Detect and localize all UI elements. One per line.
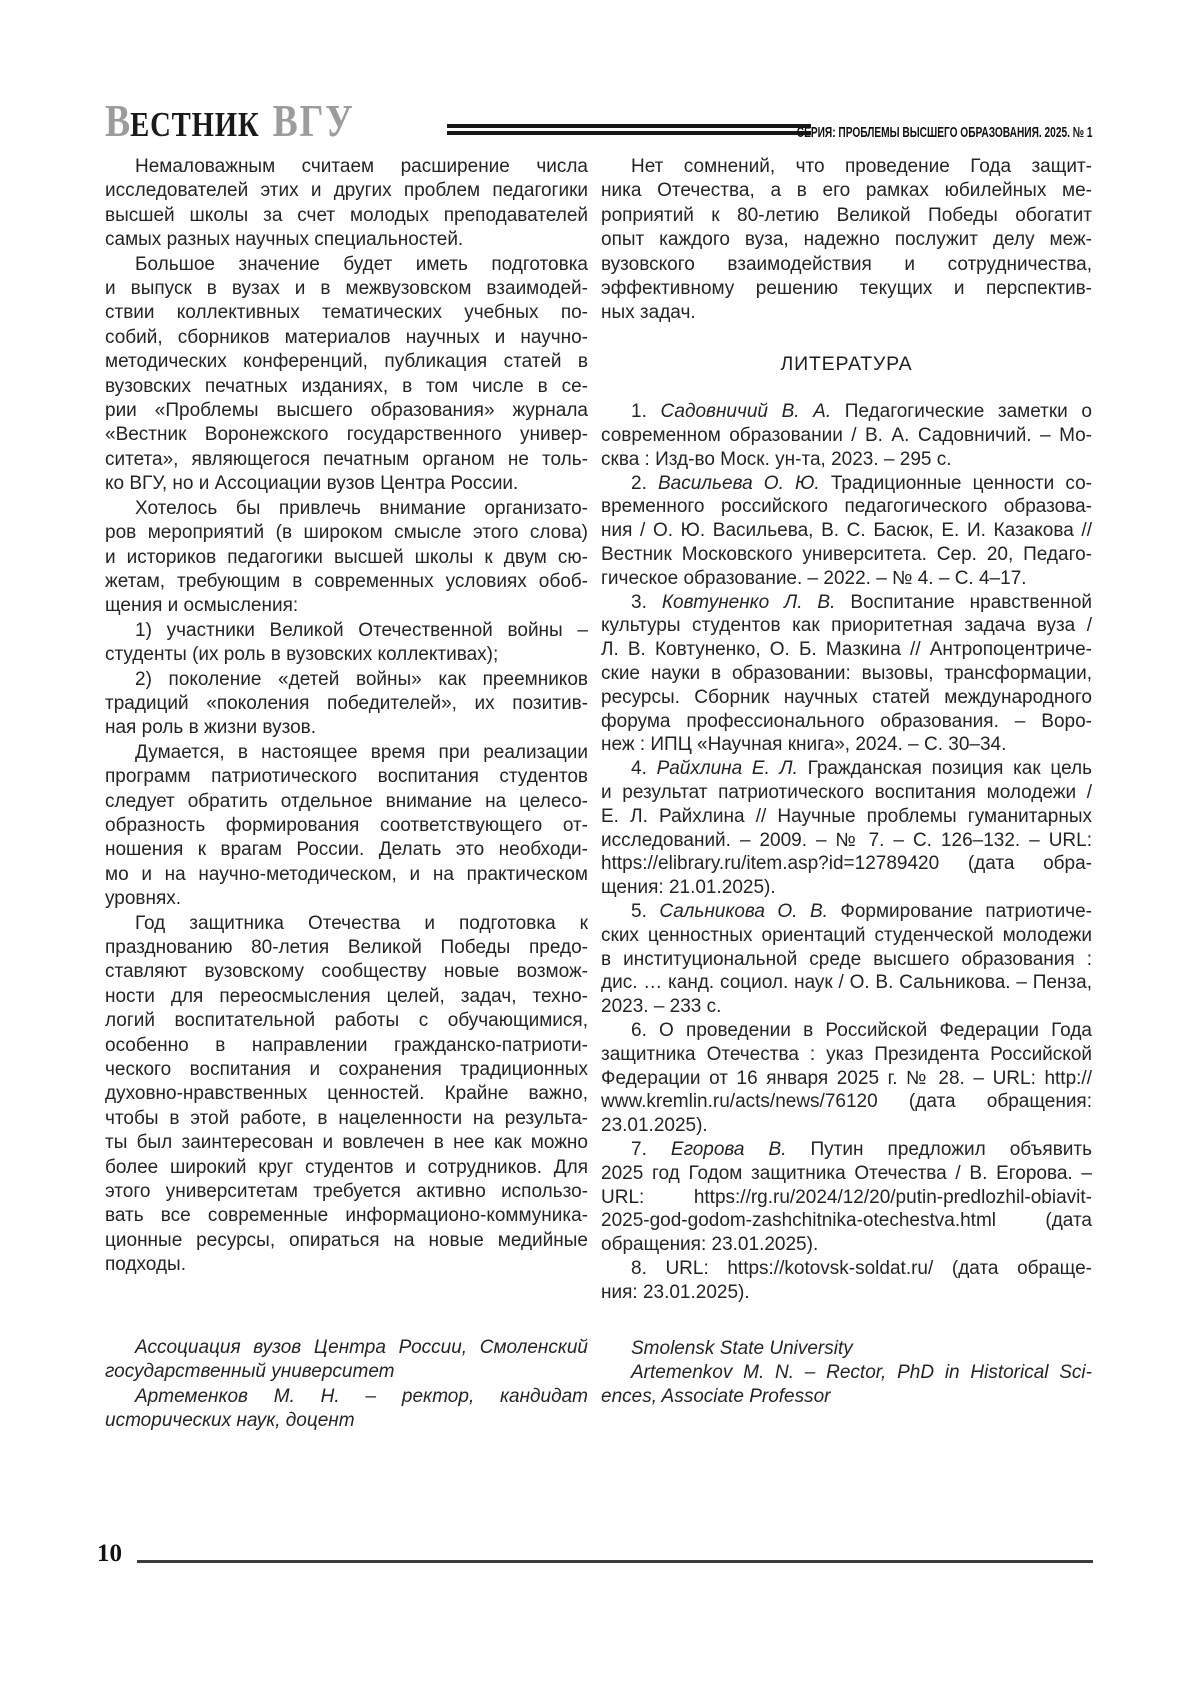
text-line <box>105 643 588 667</box>
text-line <box>601 1385 1092 1409</box>
text-segment: логий воспитательной работы с обучающимися, <box>105 1010 588 1032</box>
text-line <box>601 1361 1092 1385</box>
left-column <box>105 155 588 1433</box>
text-line <box>601 924 1092 948</box>
text-line <box>105 1360 588 1384</box>
footer-rule <box>137 1560 1093 1563</box>
text-segment: исследований. – 2009. – № 7. – С. 126–132. – URL: <box>601 829 1092 851</box>
affiliation-paragraph <box>105 1385 588 1434</box>
text-line <box>105 570 588 594</box>
text-segment: Немаловажным считаем расширение числа <box>135 156 588 177</box>
text-segment: 5. <box>631 900 660 922</box>
text-segment: ника Отечества, а в его рамках юбилейных ме- <box>601 180 1092 202</box>
text-line <box>105 692 588 716</box>
text-segment: государственный университет <box>105 1361 395 1383</box>
text-line <box>601 710 1092 734</box>
reference-item <box>601 1019 1092 1138</box>
text-line <box>601 277 1092 301</box>
text-segment: временного российского педагогического образова- <box>601 496 1092 518</box>
text-line <box>601 400 1092 424</box>
text-line <box>601 1043 1092 1067</box>
paragraph <box>105 497 588 619</box>
text-segment: Традиционные ценности со- <box>819 472 1092 494</box>
affiliation-en <box>601 1337 1092 1410</box>
text-line <box>601 1138 1092 1162</box>
text-segment: подходы. <box>105 1254 186 1276</box>
text-segment: Педагогические заметки о <box>831 401 1092 423</box>
text-segment: высшей школы за счет молодых преподавателей <box>105 204 588 226</box>
text-segment: жетам, требующим в современных условиях обоб- <box>105 570 588 592</box>
text-line <box>601 971 1092 995</box>
text-line <box>105 253 588 277</box>
text-segment: ния / О. Ю. Васильева, В. С. Басюк, Е. И. Казакова // <box>601 520 1092 542</box>
reference-author: Райхлина Е. Л. <box>656 758 798 780</box>
text-line <box>105 1009 588 1033</box>
text-line <box>601 1114 1092 1138</box>
text-line <box>105 790 588 814</box>
text-segment: ционные ресурсы, опираться на новые медийные <box>105 1229 588 1251</box>
text-line <box>105 546 588 570</box>
reference-item <box>601 472 1092 591</box>
text-segment: 2023. – 233 с. <box>601 996 722 1018</box>
text-line <box>105 1058 588 1082</box>
reference-item <box>601 1138 1092 1257</box>
text-line <box>601 567 1092 591</box>
paragraph <box>105 619 588 668</box>
logo-acronym: ВГУ <box>272 95 355 146</box>
left-column-text <box>105 155 588 1278</box>
text-segment: празднованию 80-летия Великой Победы предо- <box>105 937 588 958</box>
text-line <box>105 1204 588 1228</box>
text-segment: духовно-нравственных ценностей. Крайне важно, <box>105 1083 588 1105</box>
text-line <box>601 948 1092 972</box>
text-segment: 1) участники Великой Отечественной войны – <box>135 619 588 641</box>
text-line <box>105 814 588 838</box>
text-segment: ствии коллективных тематических учебных по- <box>105 302 588 324</box>
text-segment: традиций «поколения победителей», их позитив- <box>105 692 588 714</box>
paragraph <box>105 253 588 497</box>
text-line <box>601 1019 1092 1043</box>
text-segment: Федерации от 16 января 2025 г. № 28. – URL: http:// <box>601 1067 1092 1089</box>
text-segment: защитника Отечества : указ Президента Российской <box>601 1043 1092 1065</box>
text-segment: Е. Л. Райхлина // Научные проблемы гуманитарных <box>601 805 1092 827</box>
text-line <box>105 1156 588 1180</box>
logo-rest: ЕСТНИК <box>130 105 260 144</box>
text-segment: ко ВГУ, но и Ассоциации вузов Центра России. <box>105 473 519 495</box>
text-line <box>601 829 1092 853</box>
text-line <box>601 876 1092 900</box>
paragraph <box>105 741 588 912</box>
text-line <box>601 1090 1092 1114</box>
text-line <box>105 301 588 325</box>
text-line <box>105 326 588 350</box>
text-segment: сква : Изд-во Моск. ун-та, 2023. – 295 с. <box>601 448 952 470</box>
text-segment: гическое образование. – 2022. – № 4. – С. 4–17. <box>601 567 1027 589</box>
reference-item <box>601 400 1092 471</box>
reference-author: Садовничий В. А. <box>660 401 832 423</box>
text-segment: Ассоциация вузов Центра России, Смоленский <box>135 1336 588 1358</box>
text-segment: ситета», являющегося печатным органом не толь- <box>105 448 588 470</box>
text-segment: чтобы в этой работе, в нацеленности на результа- <box>105 1107 588 1129</box>
text-segment: и историков педагогики высшей школы к двум сю- <box>105 546 588 568</box>
text-segment: форума профессионального образования. – Воро- <box>601 710 1092 732</box>
text-segment: следует обратить отдельное внимание на целесо- <box>105 790 588 812</box>
text-line <box>105 228 588 252</box>
text-segment: неж : ИПЦ «Научная книга», 2024. – С. 30–34. <box>601 734 1007 756</box>
text-line <box>105 765 588 789</box>
text-line <box>105 375 588 399</box>
text-segment: вузовского взаимодействия и сотрудничества, <box>601 253 1092 275</box>
text-line <box>105 1385 588 1409</box>
paragraph <box>105 912 588 1278</box>
text-segment: 2) поколение «детей войны» как преемников <box>135 668 588 690</box>
reference-list <box>601 400 1092 1304</box>
text-line <box>601 662 1092 686</box>
text-segment: ная роль в жизни вузов. <box>105 717 317 739</box>
text-line <box>105 521 588 545</box>
journal-logo-text <box>105 95 355 146</box>
text-segment: ческого воспитания и сохранения традиционных <box>105 1059 588 1081</box>
text-segment: щения и осмысления: <box>105 595 299 617</box>
text-segment: Год защитника Отечества и подготовка к <box>135 912 588 934</box>
text-line <box>601 638 1092 662</box>
reference-item <box>601 1257 1092 1305</box>
text-segment: ния: 23.01.2025). <box>601 1281 750 1303</box>
text-segment: образность формирования соответствующего от- <box>105 814 588 836</box>
text-segment: ты был заинтересован и вовлечен в нее как можно <box>105 1132 588 1154</box>
text-line <box>105 960 588 984</box>
text-segment: мо и на научно-методическом, и на практическом <box>105 863 588 885</box>
text-line <box>105 1131 588 1155</box>
text-line <box>601 1281 1092 1305</box>
text-line <box>105 838 588 862</box>
text-segment: рии «Проблемы высшего образования» журнала <box>105 400 588 422</box>
text-line <box>105 668 588 692</box>
header-double-rule <box>447 124 811 135</box>
page-number: 10 <box>97 1540 122 1567</box>
text-line <box>601 253 1092 277</box>
text-line <box>105 1229 588 1253</box>
text-line <box>601 424 1092 448</box>
text-segment: ставляют вузовскому сообществу новые возмож- <box>105 961 588 983</box>
text-line <box>601 614 1092 638</box>
page-footer <box>97 1541 1093 1567</box>
text-segment: 7. <box>631 1138 671 1160</box>
text-segment: роприятий к 80-летию Великой Победы обогатит <box>601 204 1092 226</box>
text-segment: ности для переосмысления целей, задач, техно- <box>105 985 588 1007</box>
text-segment: ences, Associate Professor <box>601 1386 831 1408</box>
literature-heading: ЛИТЕРАТУРА <box>780 352 913 375</box>
text-segment: Хотелось бы привлечь внимание организато- <box>135 497 588 519</box>
text-segment: Нет сомнений, что проведение Года защит- <box>631 156 1092 177</box>
text-segment: студенты (их роль в вузовских коллективах); <box>105 644 499 666</box>
text-line <box>105 204 588 228</box>
text-segment: в институциональной среде высшего образования : <box>601 948 1092 970</box>
text-line <box>105 887 588 911</box>
text-segment: уровнях. <box>105 888 182 910</box>
text-line <box>601 1162 1092 1186</box>
text-line <box>601 1067 1092 1091</box>
text-segment: ских ценностных ориентаций студенческой молодежи <box>601 924 1092 946</box>
text-line <box>105 350 588 374</box>
paragraph <box>105 668 588 741</box>
text-line <box>601 1337 1092 1361</box>
text-line <box>601 591 1092 615</box>
logo-initial: В <box>105 95 131 146</box>
text-line <box>105 716 588 740</box>
text-line <box>601 805 1092 829</box>
text-segment: «Вестник Воронежского государственного универ- <box>105 424 588 446</box>
text-line <box>105 179 588 203</box>
text-segment: этого университетам требуется активно использо- <box>105 1181 588 1203</box>
right-column-text <box>601 155 1092 326</box>
reference-item <box>601 900 1092 1019</box>
text-segment: обращения: 23.01.2025). <box>601 1234 819 1256</box>
text-line <box>601 995 1092 1019</box>
text-line <box>601 686 1092 710</box>
text-line <box>601 852 1092 876</box>
text-line <box>105 399 588 423</box>
text-line <box>601 1257 1092 1281</box>
text-segment: исследователей этих и других проблем педагогики <box>105 180 588 202</box>
text-line <box>105 985 588 1009</box>
text-segment: и выпуск в вузах и в межвузовском взаимодей- <box>105 278 588 300</box>
text-line <box>601 448 1092 472</box>
text-segment: Воспитание нравственной <box>835 591 1093 613</box>
text-segment: 3. <box>631 591 662 613</box>
text-segment: эффективному решению текущих и перспектив- <box>601 278 1092 300</box>
text-segment: 1. <box>631 401 661 423</box>
affiliation-paragraph <box>601 1337 1092 1361</box>
text-segment: 2025 год Годом защитника Отечества / В. Егорова. – <box>601 1162 1092 1184</box>
text-segment: Формирование патриотиче- <box>827 900 1092 922</box>
text-line <box>105 863 588 887</box>
text-segment: ношения к врагам России. Делать это необходи- <box>105 839 588 861</box>
text-line <box>105 594 588 618</box>
paragraph <box>601 155 1092 326</box>
text-line <box>601 472 1092 496</box>
text-segment: ресурсы. Сборник научных статей международного <box>601 686 1092 708</box>
text-segment: культуры студентов как приоритетная задача вуза / <box>601 615 1092 637</box>
page-header <box>105 96 1093 144</box>
affiliation-ru <box>105 1336 588 1434</box>
text-segment: 6. О проведении в Российской Федерации Года <box>631 1019 1092 1041</box>
journal-logo <box>105 96 443 144</box>
affiliation-paragraph <box>105 1336 588 1385</box>
text-line <box>105 1253 588 1277</box>
series-title-wrap <box>797 121 1093 141</box>
text-line <box>105 472 588 496</box>
right-column <box>601 155 1092 1410</box>
series-title: СЕРИЯ: ПРОБЛЕМЫ ВЫСШЕГО ОБРАЗОВАНИЯ. 2025. № 1 <box>797 125 1093 141</box>
text-segment: вать все современные информационо-коммуника- <box>105 1205 588 1227</box>
reference-author: Сальникова О. В. <box>659 900 828 922</box>
text-segment: вузовских печатных изданиях, в том числе в се- <box>105 375 588 397</box>
text-line <box>105 1082 588 1106</box>
affiliation-paragraph <box>601 1361 1092 1410</box>
reference-author: Ковтуненко Л. В. <box>661 591 836 613</box>
text-line <box>601 543 1092 567</box>
text-line <box>601 1186 1092 1210</box>
text-line <box>105 619 588 643</box>
text-segment: Артеменков М. Н. – ректор, кандидат <box>135 1385 588 1407</box>
text-line <box>601 155 1092 179</box>
text-segment: 4. <box>631 758 657 780</box>
text-line <box>601 204 1092 228</box>
text-line <box>601 1209 1092 1233</box>
text-segment: Вестник Московского университета. Сер. 20, Педаго- <box>601 544 1092 566</box>
text-line <box>105 1034 588 1058</box>
text-segment: Smolensk State University <box>631 1337 853 1359</box>
text-segment: щения: 21.01.2025). <box>601 877 776 899</box>
text-line <box>601 733 1092 757</box>
text-segment: 2025-god-godom-zashchitnika-otechestva.html (дата <box>601 1210 1092 1232</box>
reference-item <box>601 591 1092 758</box>
text-line <box>601 781 1092 805</box>
text-segment: особенно в направлении гражданско-патриоти- <box>105 1034 588 1056</box>
text-line <box>105 912 588 936</box>
text-line <box>601 301 1092 325</box>
text-segment: https://elibrary.ru/item.asp?id=12789420 (дата обра- <box>601 853 1092 875</box>
text-segment: 8. URL: https://kotovsk-soldat.ru/ (дата обраще- <box>631 1257 1092 1279</box>
text-line <box>601 228 1092 252</box>
text-segment: исторических наук, доцент <box>105 1409 355 1431</box>
reference-author: Егорова В. <box>670 1138 787 1160</box>
text-segment: самых разных научных специальностей. <box>105 229 464 251</box>
text-segment: ров мероприятий (в широком смысле этого слова) <box>105 522 588 544</box>
text-segment: и результат патриотического воспитания молодежи / <box>601 782 1092 803</box>
text-line <box>105 936 588 960</box>
text-line <box>105 1107 588 1131</box>
text-segment: 23.01.2025). <box>601 1115 708 1137</box>
reference-author: Васильева О. Ю. <box>658 472 820 494</box>
text-segment: Путин предложил объявить <box>786 1138 1093 1160</box>
text-line <box>105 741 588 765</box>
text-line <box>601 757 1092 781</box>
text-segment: Artemenkov M. N. – Rector, PhD in Historical Sci- <box>631 1361 1092 1383</box>
text-line <box>105 1336 588 1360</box>
text-segment: более широкий круг студентов и сотрудников. Для <box>105 1156 588 1178</box>
text-line <box>105 155 588 179</box>
text-segment: Гражданская позиция как цель <box>797 758 1092 780</box>
text-line <box>105 277 588 301</box>
text-line <box>105 1409 588 1433</box>
text-segment: современном образовании / В. А. Садовничий. – Мо- <box>601 425 1092 447</box>
reference-item <box>601 757 1092 900</box>
text-segment: Л. В. Ковтуненко, О. Б. Мазкина // Антропоцентриче- <box>601 639 1092 661</box>
text-line <box>601 1233 1092 1257</box>
text-line <box>601 519 1092 543</box>
text-segment: 2. <box>631 472 658 494</box>
text-segment: URL: https://rg.ru/2024/12/20/putin-predlozhil-obiavit- <box>601 1186 1092 1208</box>
text-segment: методических конференций, публикация статей в <box>105 351 588 373</box>
text-line <box>601 900 1092 924</box>
text-segment: Думается, в настоящее время при реализации <box>135 741 588 763</box>
text-segment: дис. … канд. социол. наук / О. В. Сальникова. – Пенза, <box>601 972 1092 994</box>
text-line <box>601 179 1092 203</box>
paragraph <box>105 155 588 253</box>
text-segment: собий, сборников материалов научных и научно- <box>105 326 588 348</box>
text-line <box>105 1180 588 1204</box>
text-segment: ские науки в образовании: вызовы, трансформации, <box>601 663 1092 685</box>
text-segment: программ патриотического воспитания студентов <box>105 766 588 788</box>
text-segment: www.kremlin.ru/acts/news/76120 (дата обращения: <box>601 1091 1092 1113</box>
text-line <box>105 497 588 521</box>
text-line <box>105 448 588 472</box>
text-segment: Большое значение будет иметь подготовка <box>135 253 588 275</box>
text-line <box>105 423 588 447</box>
text-line <box>601 495 1092 519</box>
text-segment: ных задач. <box>601 302 696 324</box>
text-segment: опыт каждого вуза, надежно послужит делу меж- <box>601 229 1092 251</box>
